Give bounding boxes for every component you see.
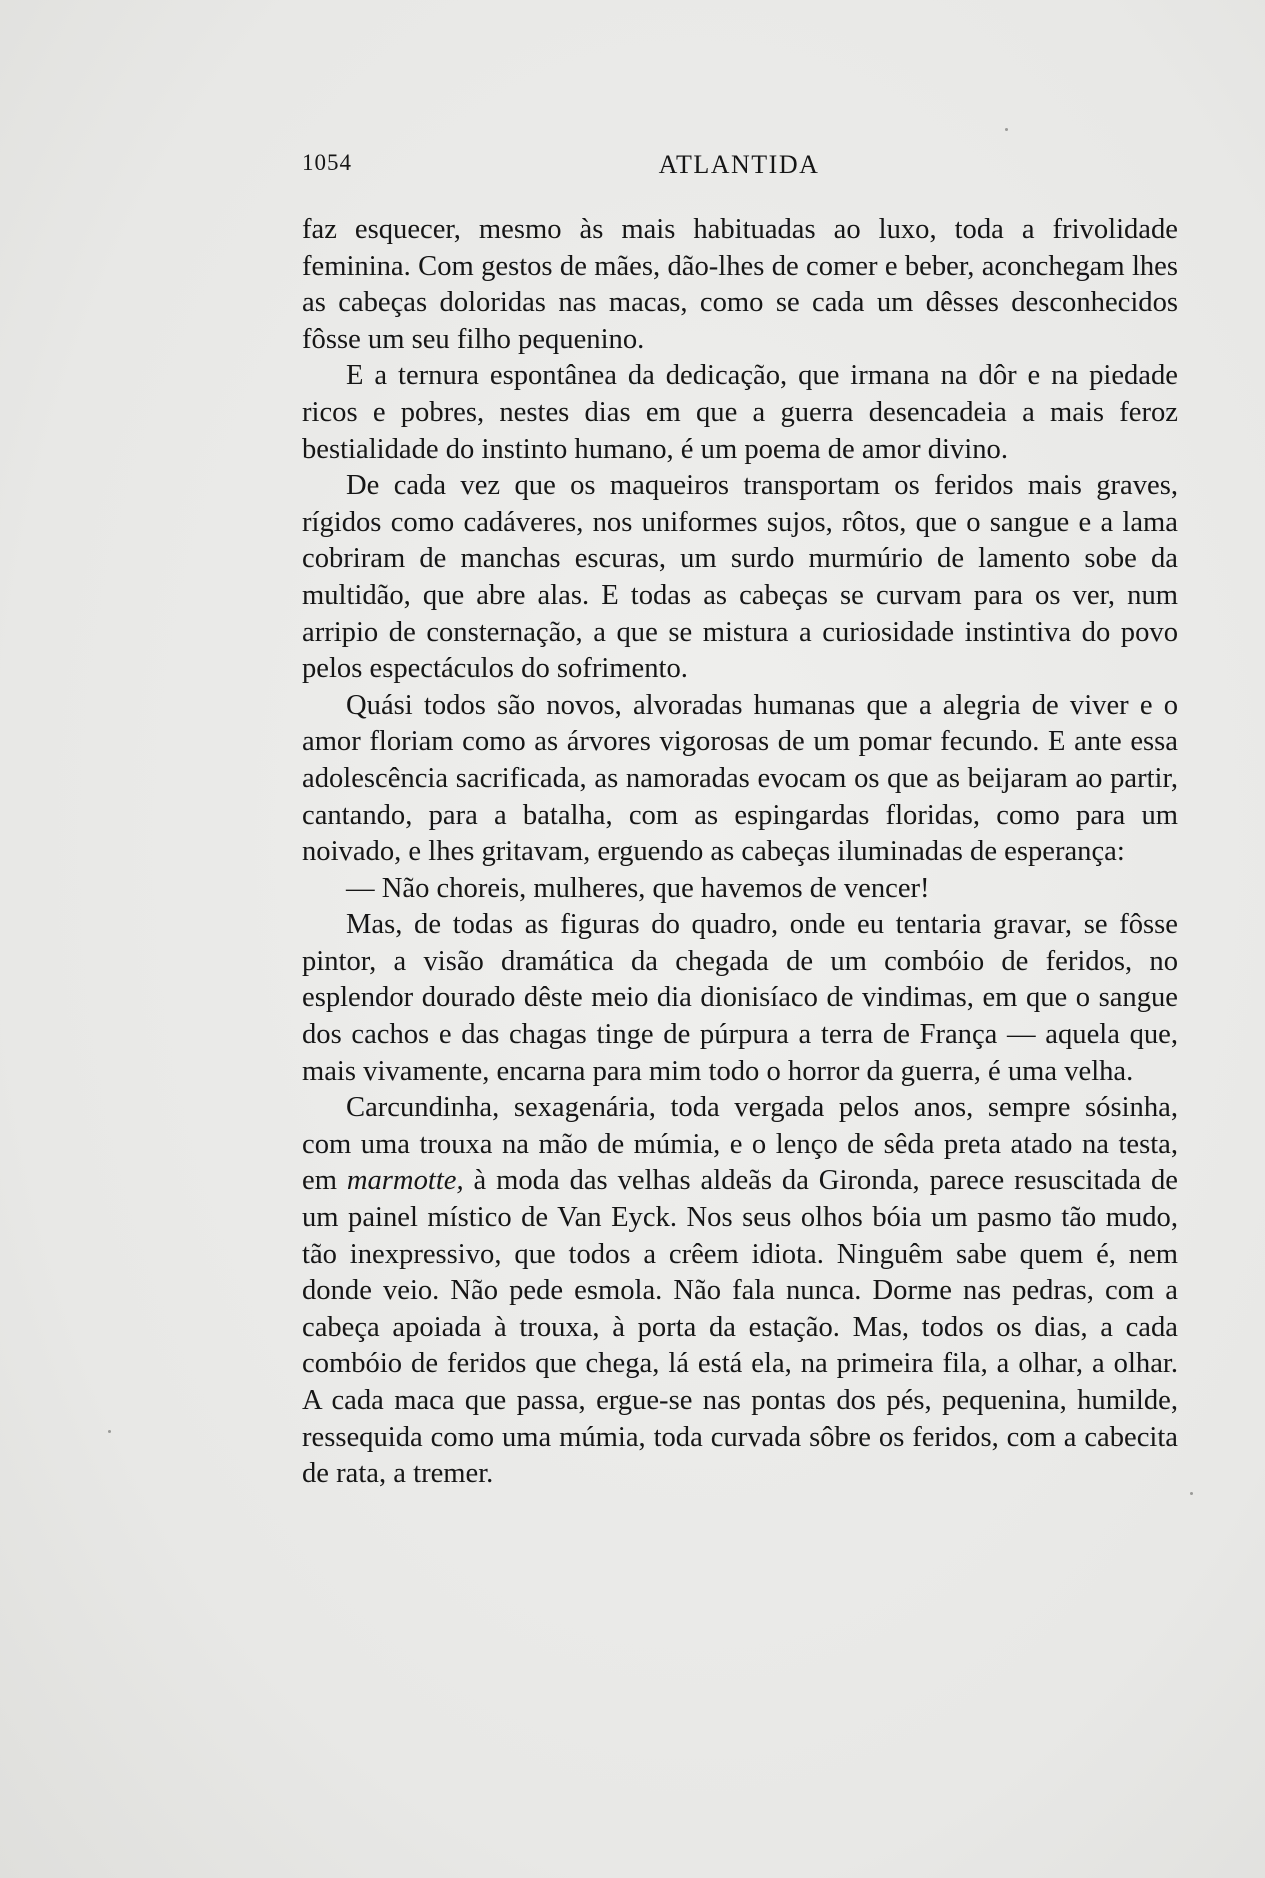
paragraph-p1 [302,212,1178,358]
paragraph-text: Mas, de todas as figuras do quadro, onde eu tentaria gravar, se fôsse pintor, a visão dramática da chegada de um combóio de feridos, no esplendor dourado dêste meio dia dionisíaco de vindimas, em que o sangue dos cachos e das chagas tinge de púrpura a terra de França — aquela que, mais vivamente, encarna para mim todo o horror da guerra, é uma velha. [302,909,1178,1087]
paper-speck [108,1430,111,1433]
paragraph-p4 [302,688,1178,871]
paper-speck [1005,128,1008,131]
paragraph-p7 [302,1090,1178,1493]
italic-term: marmotte, [346,1165,464,1197]
paper-speck [1190,1492,1193,1495]
paragraph-p2 [302,358,1178,468]
paragraph-text: De cada vez que os maqueiros transportam os feridos mais graves, rígidos como cadáveres, nos uniformes sujos, rôtos, que o sangue e a lama cobriram de manchas escuras, um surdo murmúrio de lamento sobe da multidão, que abre alas. E todas as cabeças se curvam para os ver, num arripio de consternação, a que se mistura a curiosidade instintiva do povo pelos espectáculos do sofrimento. [302,470,1178,685]
paragraph-text: Quási todos são novos, alvoradas humanas que a alegria de viver e o amor floriam como as árvores vigorosas de um pomar fecundo. E ante essa adolescência sacrificada, as namoradas evocam os que as beijaram ao partir, cantando, para a batalha, com as espingardas floridas, como para um noivado, e lhes gritavam, erguendo as cabeças iluminadas de esperança: [302,689,1178,868]
paragraph-text: E a ternura espontânea da dedicação, que irmana na dôr e na piedade ricos e pobres, nestes dias em que a guerra desencadeia a mais feroz bestialidade do instinto humano, é um poema de amor divino. [302,360,1178,465]
paragraph-text: — Não choreis, mulheres, que havemos de vencer! [346,872,930,904]
running-title: ATLANTIDA [658,150,820,179]
paragraph-text: à moda das velhas aldeãs da Gironda, parece resuscitada de um painel místico de Van Eyck. Nos seus olhos bóia um pasmo tão mudo, tão inexpressivo, que todos a crêem idiota. Ninguêm sabe quem é, nem donde veio. Não pede esmola. Não fala nunca. Dorme nas pedras, com a cabeça apoiada à trouxa, à porta da estação. Mas, todos os dias, a cada combóio de feridos que chega, lá está ela, na primeira fila, a olhar, a olhar. A cada maca que passa, ergue-se nas pontas dos pés, pequenina, humilde, ressequida como uma múmia, toda curvada sôbre os feridos, com a cabecita de rata, a tremer. [302,1165,1178,1490]
page-header [300,146,1178,182]
paragraph-p3 [302,468,1178,688]
paragraph-text: faz esquecer, mesmo às mais habituadas ao luxo, toda a frivolidade feminina. Com gestos de mães, dão-lhes de comer e beber, aconchegam lhes as cabeças doloridas nas macas, como se cada um dêsses desconhecidos fôsse um seu filho pequenino. [302,214,1178,355]
paragraph-p5 [302,871,1178,908]
body-text [302,212,1178,1493]
page-number: 1054 [302,150,352,175]
paragraph-text: Carcundinha, sexagenária, toda vergada pelos anos, sempre sósinha, com uma trouxa na mão de múmia, e o lenço de sêda preta atado na testa, em [302,1092,1178,1197]
paragraph-p6 [302,907,1178,1090]
